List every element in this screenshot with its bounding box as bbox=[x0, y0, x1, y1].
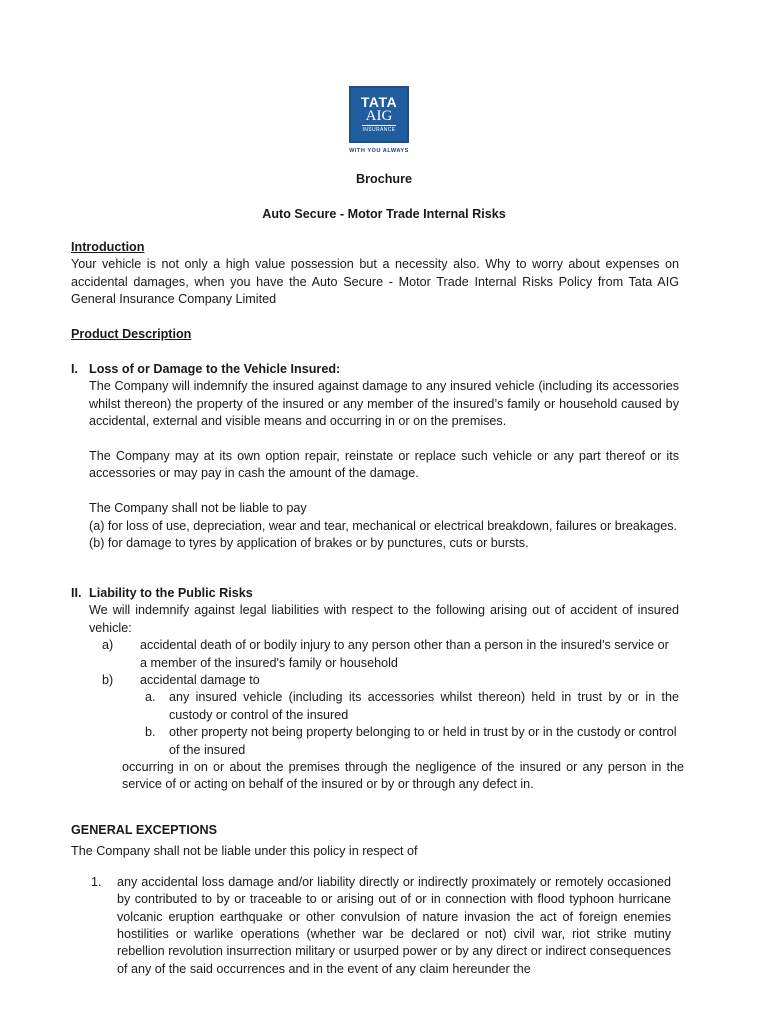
list-item-b-a bbox=[89, 689, 679, 724]
section-2-intro: We will indemnify against legal liabilities with respect to the following arising out of accident of insured vehicle: bbox=[89, 603, 679, 635]
list-item-a bbox=[89, 637, 679, 672]
product-description-heading: Product Description bbox=[71, 327, 192, 341]
general-exceptions-intro: The Company shall not be liable under this policy in respect of bbox=[71, 844, 418, 859]
list-item-b-b bbox=[89, 724, 679, 759]
section-1-title: Loss of or Damage to the Vehicle Insured: bbox=[89, 362, 341, 376]
section-2-number: II. bbox=[71, 586, 82, 600]
section-2-closing: occurring in on or about the premises through the negligence of the insured or any person in the service of or acting on behalf of the insured or by or through any defect in. bbox=[122, 760, 684, 792]
section-1-para-3b: (b) for damage to tyres by application of brakes or by punctures, cuts or bursts. bbox=[89, 536, 529, 551]
list-label-b-a: a. bbox=[145, 690, 156, 705]
product-description-heading-wrap bbox=[71, 326, 679, 343]
list-label-b: b) bbox=[102, 673, 114, 688]
exception-item-1-text: any accidental loss damage and/or liability directly or indirectly proximately or remotely occasioned by contributed to by or traceable to or arising out of or in connection with flood typhoon hurricane volcanic eruption earthquake or other convulsion of nature invasion the act of foreign enemies hostilities or warlike operations (whether war be declared or not) civil war, riot strike mutiny rebellion revolution insurrection military or usurped power or by any direct or indirect consequences of any of the said occurrences and in the event of any claim hereunder the bbox=[117, 874, 671, 976]
list-label-a: a) bbox=[102, 638, 114, 653]
general-exceptions-section bbox=[71, 822, 679, 978]
section-2-title: Liability to the Public Risks bbox=[89, 586, 253, 600]
list-item-b bbox=[89, 672, 679, 689]
section-public-liability bbox=[71, 585, 684, 794]
section-1-para-3: The Company shall not be liable to pay bbox=[89, 501, 307, 516]
section-1-para-2: The Company may at its own option repair, reinstate or replace such vehicle or any part thereof or its accessories or may pay in cash the amount of the damage. bbox=[89, 449, 679, 481]
document-title: Brochure bbox=[356, 172, 412, 186]
general-exceptions-heading: GENERAL EXCEPTIONS bbox=[71, 823, 218, 837]
logo-line-1: TATA bbox=[360, 94, 398, 110]
section-1-number: I. bbox=[71, 362, 78, 376]
exception-item-1-label: 1. bbox=[91, 874, 102, 889]
section-1-para-1: The Company will indemnify the insured against damage to any insured vehicle (including its accessories whilst thereon) the property of the insured or any member of the insured’s family or household caused by accidental, external and visible means and occurring in or on the premises. bbox=[89, 379, 679, 429]
introduction-heading: Introduction bbox=[71, 240, 145, 254]
introduction-section bbox=[71, 239, 679, 309]
document-subtitle: Auto Secure - Motor Trade Internal Risks bbox=[262, 207, 506, 221]
list-text-b-a: any insured vehicle (including its accessories whilst thereon) held in trust by or in the custody or control of the insured bbox=[169, 690, 679, 722]
logo-line-3: INSURANCE bbox=[362, 127, 396, 133]
introduction-text: Your vehicle is not only a high value possession but a necessity also. Why to worry about expenses on accidental damages, when you have the Auto Secure - Motor Trade Internal Risks Policy from Tata AIG General Insurance Company Limited bbox=[71, 257, 679, 307]
section-1-heading bbox=[71, 361, 679, 378]
list-text-b-b: other property not being property belonging to or held in trust by or in the custody or control of the insured bbox=[169, 725, 677, 757]
logo-tagline: WITH YOU ALWAYS bbox=[349, 148, 409, 154]
logo-line-2: AIG bbox=[365, 108, 393, 124]
section-loss-damage bbox=[71, 361, 679, 552]
section-1-para-3a: (a) for loss of use, depreciation, wear and tear, mechanical or electrical breakdown, failures or breakages. bbox=[89, 518, 678, 533]
exception-item-1 bbox=[71, 874, 679, 978]
list-text-b: accidental damage to bbox=[140, 673, 260, 688]
logo-box bbox=[349, 86, 409, 143]
tata-aig-logo bbox=[340, 86, 418, 155]
section-2-heading bbox=[71, 585, 679, 602]
list-text-a: accidental death of or bodily injury to any person other than a person in the insured's service or a member of the insured's family or household bbox=[140, 638, 669, 670]
list-label-b-b: b. bbox=[145, 725, 156, 740]
